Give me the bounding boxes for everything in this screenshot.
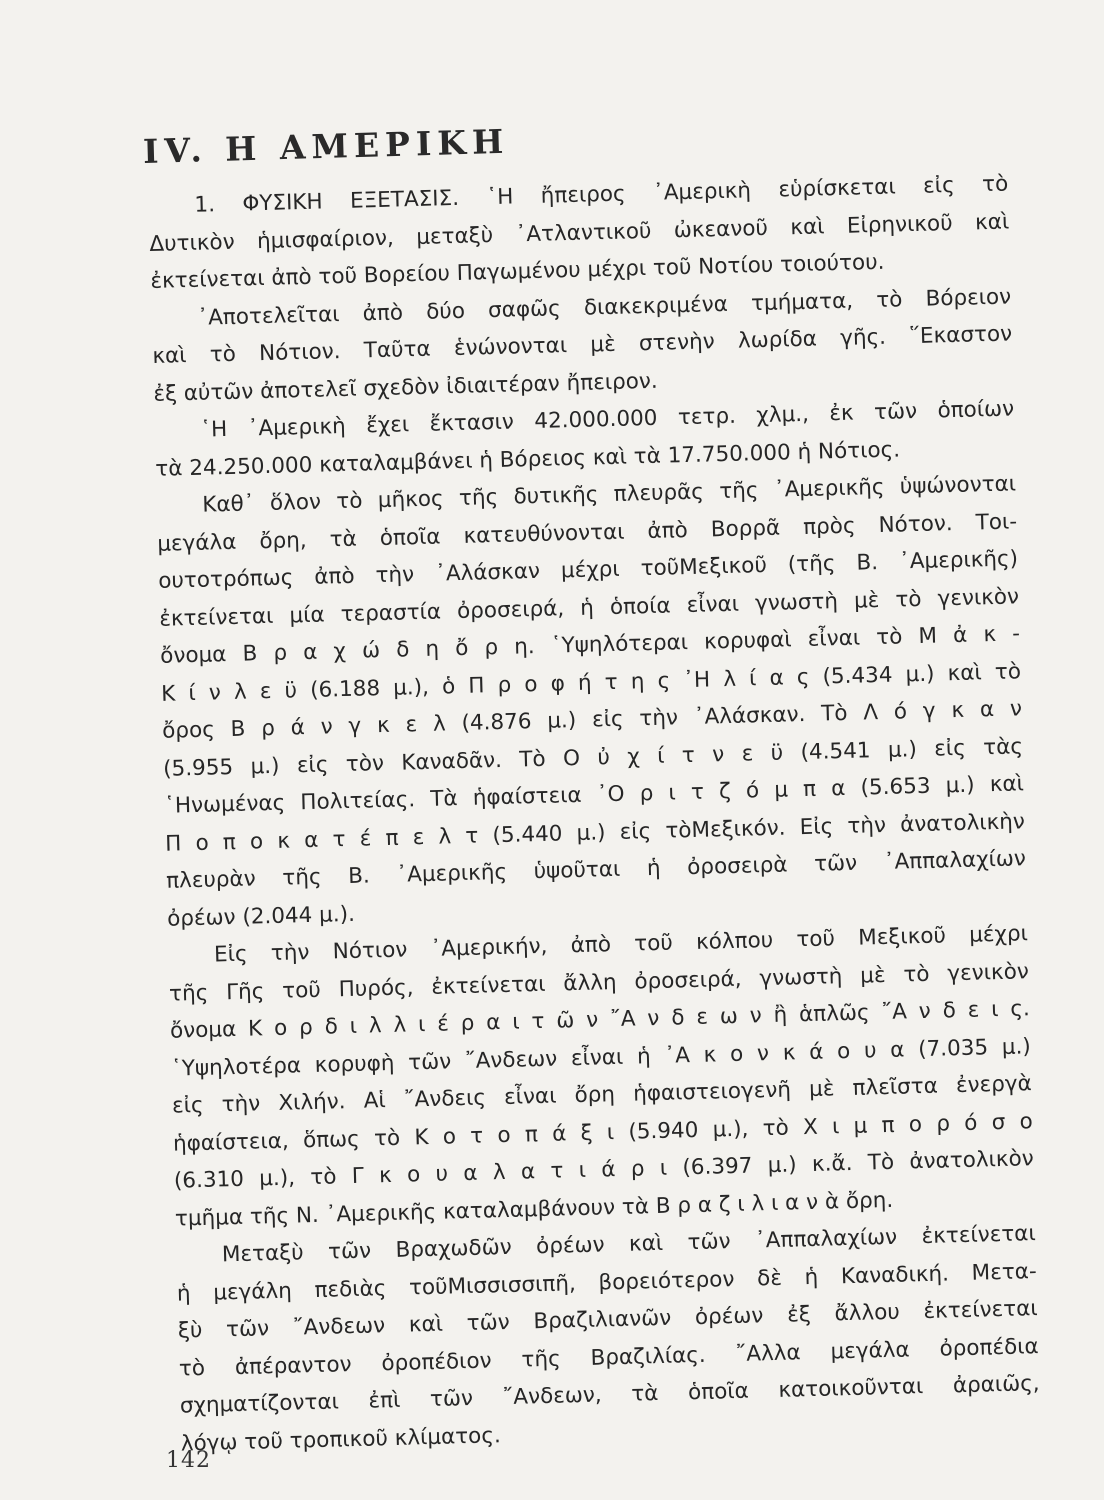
text-line: Κ ί ν λ ε ϋ (6.188 μ.), ὁ Π ρ ο φ ή τ η ς ᾿Η λ ί α ς (5.434 μ.) καὶ τὸ: [160, 658, 1022, 707]
text-line: ἐκτείνεται μία τεραστία ὀροσειρά, ἡ ὁποία εἶναι γνωστὴ μὲ τὸ γενικὸν: [158, 583, 1020, 632]
text-line: ουτοτρόπως ἀπὸ τὴν ᾿Αλάσκαν μέχρι τοῦΜεξικοῦ (τῆς Β. ᾿Αμερικῆς): [157, 546, 1019, 594]
text-line: 1. ΦΥΣΙΚΗ ΕΞΕΤΑΣΙΣ. ῾Η ἤπειρος ᾿Αμερικὴ εὑρίσκεται εἰς τὸ: [194, 171, 1009, 218]
text-line: ἡφαίστεια, ὅπως τὸ Κ ο τ ο π ά ξ ι (5.940 μ.), τὸ Χ ι μ π ο ρ ό σ ο: [172, 1108, 1034, 1157]
text-line: (6.310 μ.), τὸ Γ κ ο υ α λ α τ ι ά ρ ι (6.397 μ.) κ.ἄ. Τὸ ἀνατολικὸν: [173, 1146, 1035, 1194]
text-line: ᾿Αποτελεῖται ἀπὸ δύο σαφῶς διακεκριμένα τμήματα, τὸ Βόρειον: [197, 283, 1012, 331]
text-line: ἡ μεγάλη πεδιὰς τοῦΜισσισσιπῆ, βορειότερον δὲ ἡ Καναδική. Μετα-: [176, 1258, 1037, 1307]
page-number: 142: [166, 1448, 211, 1473]
chapter-title: IV. Η ΑΜΕΡΙΚΗ: [142, 121, 510, 171]
text-line: Π ο π ο κ α τ έ π ε λ τ (5.440 μ.) εἰς τὸΜεξικόν. Εἰς τὴν ἀνατολικὴν: [164, 808, 1026, 857]
text-line: ῾Η ᾿Αμερικὴ ἔχει ἔκτασιν 42.000.000 τετρ. χλμ., ἐκ τῶν ὁποίων: [200, 396, 1015, 443]
text-line: Δυτικὸν ἡμισφαίριον, μεταξὺ ᾿Ατλαντικοῦ ὠκεανοῦ καὶ Εἰρηνικοῦ καὶ: [149, 208, 1010, 257]
text-line: εἰς τὴν Χιλήν. Αἱ ῎Ανδεις εἶναι ὄρη ἡφαιστειογενῆ μὲ πλεῖστα ἐνεργὰ: [171, 1071, 1033, 1119]
text-line: (5.955 μ.) εἰς τὸν Καναδᾶν. Τὸ Ο ὐ χ ί τ ν ε ϋ (4.541 μ.) εἰς τὰς: [162, 733, 1024, 782]
text-line: ὀρέων (2.044 μ.).: [166, 901, 356, 932]
text-line: ξὺ τῶν ῎Ανδεων καὶ τῶν Βραζιλιανῶν ὀρέων ἐξ ἄλλου ἐκτείνεται: [177, 1296, 1038, 1344]
text-line: τμῆμα τῆς Ν. ᾿Αμερικῆς καταλαμβάνουν τὰ Β ρ α ζ ι λ ι α ν ὰ ὄρη.: [174, 1187, 894, 1232]
text-line: Εἰς τὴν Νότιον ᾿Αμερικήν, ἀπὸ τοῦ κόλπου τοῦ Μεξικοῦ μέχρι: [213, 921, 1029, 968]
text-line: ἐξ αὐτῶν ἀποτελεῖ σχεδὸν ἰδιαιτέραν ἤπειρον.: [153, 368, 658, 407]
text-line: Μεταξὺ τῶν Βραχωδῶν ὀρέων καὶ τῶν ᾿Αππαλαχίων ἐκτείνεται: [221, 1221, 1037, 1268]
text-line: ῾Υψηλοτέρα κορυφὴ τῶν ῎Ανδεων εἶναι ἡ ᾿Α κ ο ν κ ά ο υ α (7.035 μ.): [170, 1033, 1032, 1082]
text-line: Καθ᾿ ὅλον τὸ μῆκος τῆς δυτικῆς πλευρᾶς τῆς ᾿Αμερικῆς ὑψώνονται: [201, 471, 1017, 518]
text-line: ἐκτείνεται ἀπὸ τοῦ Βορείου Παγωμένου μέχρι τοῦ Νοτίου τοιούτου.: [150, 249, 885, 294]
text-line: καὶ τὸ Νότιον. Ταῦτα ἑνώνονται μὲ στενὴν λωρίδα γῆς. ῞Εκαστον: [152, 321, 1013, 369]
text-line: σχηματίζονται ἐπὶ τῶν ῎Ανδεων, τὰ ὁποῖα κατοικοῦνται ἀραιῶς,: [179, 1371, 1040, 1419]
text-line: ὄνομα Κ ο ρ δ ι λ λ ι έ ρ α ι τ ῶ ν ῎Α ν δ ε ω ν ἢ ἁπλῶς ῎Α ν δ ε ι ς.: [169, 996, 1031, 1044]
text-line: τῆς Γῆς τοῦ Πυρός, ἐκτείνεται ἄλλη ὀροσειρά, γνωστὴ μὲ τὸ γενικὸν: [168, 958, 1030, 1007]
text-line: ῾Ηνωμένας Πολιτείας. Τὰ ἡφαίστεια ᾿Ο ρ ι τ ζ ό μ π α (5.653 μ.) καὶ: [163, 771, 1025, 819]
text-line: μεγάλα ὄρη, τὰ ὁποῖα κατευθύνονται ἀπὸ Βορρᾶ πρὸς Νότον. Τοι-: [156, 508, 1018, 557]
text-line: ὄρος Β ρ ά ν γ κ ε λ (4.876 μ.) εἰς τὴν ᾿Αλάσκαν. Τὸ Λ ό γ κ α ν: [161, 696, 1023, 744]
text-line: τὰ 24.250.000 καταλαμβάνει ἡ Βόρειος καὶ τὰ 17.750.000 ἡ Νότιος.: [155, 436, 901, 482]
text-line: λόγῳ τοῦ τροπικοῦ κλίματος.: [180, 1422, 502, 1457]
text-line: πλευρὰν τῆς Β. ᾿Αμερικῆς ὑψοῦται ἡ ὀροσειρὰ τῶν ᾿Αππαλαχίων: [165, 846, 1027, 894]
body-text: [148, 165, 1041, 1462]
text-line: τὸ ἀπέραντον ὀροπέδιον τῆς Βραζιλίας. ῎Αλλα μεγάλα ὀροπέδια: [178, 1333, 1039, 1382]
text-line: ὄνομα Β ρ α χ ώ δ η ὄ ρ η. ῾Υψηλότεραι κορυφαὶ εἶναι τὸ Μ ἀ κ -: [159, 621, 1021, 669]
